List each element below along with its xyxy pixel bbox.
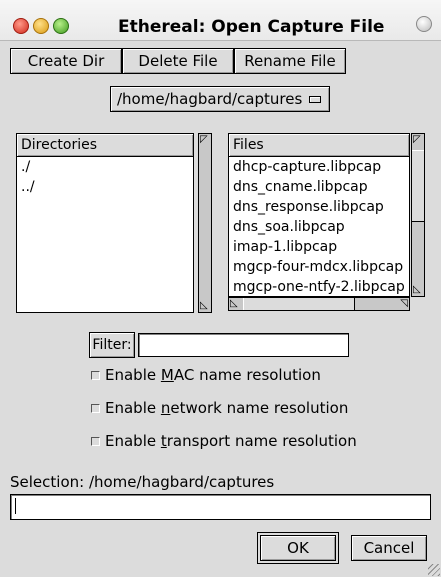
- cancel-button[interactable]: Cancel: [351, 535, 427, 561]
- ok-button[interactable]: OK: [260, 535, 336, 561]
- network-resolution-label: etwork name resolution: [170, 399, 349, 417]
- window-title: Ethereal: Open Capture File: [118, 17, 385, 37]
- mac-resolution-mnemonic: M: [160, 366, 174, 384]
- mac-resolution-option[interactable]: [91, 366, 321, 384]
- directory-item[interactable]: ./: [21, 159, 31, 175]
- transport-resolution-checkbox[interactable]: [91, 437, 100, 446]
- directories-header: Directories: [17, 134, 193, 157]
- directories-list[interactable]: [16, 133, 194, 313]
- mac-resolution-checkbox[interactable]: [91, 371, 100, 380]
- file-item[interactable]: dns_cname.libpcap: [233, 179, 368, 195]
- minimize-window-button[interactable]: [33, 18, 49, 34]
- mac-resolution-label-prefix: Enable: [105, 366, 161, 384]
- transport-resolution-option[interactable]: [91, 432, 357, 450]
- transport-resolution-label: ransport name resolution: [166, 432, 357, 450]
- path-menu-value: /home/hagbard/captures: [117, 90, 303, 108]
- scroll-up-arrow-icon[interactable]: ◸: [413, 134, 421, 145]
- file-item[interactable]: dns_soa.libpcap: [233, 219, 345, 235]
- directories-vertical-scrollbar[interactable]: [198, 133, 212, 313]
- mac-resolution-label: AC name resolution: [173, 366, 321, 384]
- selection-label: Selection: /home/hagbard/captures: [10, 473, 275, 491]
- file-item[interactable]: mgcp-four-mdcx.libpcap: [233, 259, 404, 275]
- text-cursor: [15, 498, 16, 514]
- selection-input[interactable]: [10, 494, 431, 520]
- network-resolution-checkbox[interactable]: [91, 404, 100, 413]
- scroll-up-arrow-icon[interactable]: ◸: [200, 134, 208, 145]
- files-header: Files: [229, 134, 409, 157]
- scroll-thumb[interactable]: [412, 150, 424, 222]
- file-item[interactable]: mgcp-one-ntfy-2.libpcap: [233, 279, 405, 295]
- scroll-thumb[interactable]: [243, 298, 355, 310]
- network-resolution-option[interactable]: [91, 399, 348, 417]
- create-dir-button[interactable]: Create Dir: [10, 48, 122, 74]
- network-resolution-mnemonic: n: [160, 399, 171, 417]
- files-vertical-scrollbar[interactable]: [411, 133, 425, 297]
- scroll-down-arrow-icon[interactable]: ◺: [413, 284, 421, 295]
- rename-file-button[interactable]: Rename File: [234, 48, 346, 74]
- path-option-menu[interactable]: [110, 86, 330, 112]
- resize-grip-icon[interactable]: [428, 564, 440, 576]
- file-item[interactable]: imap-1.libpcap: [233, 239, 338, 255]
- transport-resolution-label-prefix: Enable: [105, 432, 161, 450]
- transport-resolution-mnemonic: t: [160, 432, 167, 450]
- close-window-button[interactable]: [13, 18, 29, 34]
- file-item[interactable]: dns_response.libpcap: [233, 199, 384, 215]
- files-horizontal-scrollbar[interactable]: [228, 297, 410, 311]
- network-resolution-label-prefix: Enable: [105, 399, 161, 417]
- file-item[interactable]: dhcp-capture.libpcap: [233, 159, 382, 175]
- directory-item[interactable]: ../: [21, 179, 35, 195]
- scroll-down-arrow-icon[interactable]: ◺: [200, 300, 208, 311]
- files-list[interactable]: [228, 133, 410, 297]
- filter-button[interactable]: Filter:: [89, 332, 135, 358]
- filter-input[interactable]: [138, 333, 349, 357]
- delete-file-button[interactable]: Delete File: [122, 48, 234, 74]
- title-bar: [0, 0, 441, 41]
- maximize-window-button[interactable]: [53, 18, 69, 34]
- option-menu-indicator-icon: [309, 96, 321, 103]
- scroll-right-arrow-icon[interactable]: ◹: [400, 298, 408, 309]
- window-collapse-button[interactable]: [416, 16, 432, 32]
- scroll-left-arrow-icon[interactable]: ◺: [230, 298, 238, 309]
